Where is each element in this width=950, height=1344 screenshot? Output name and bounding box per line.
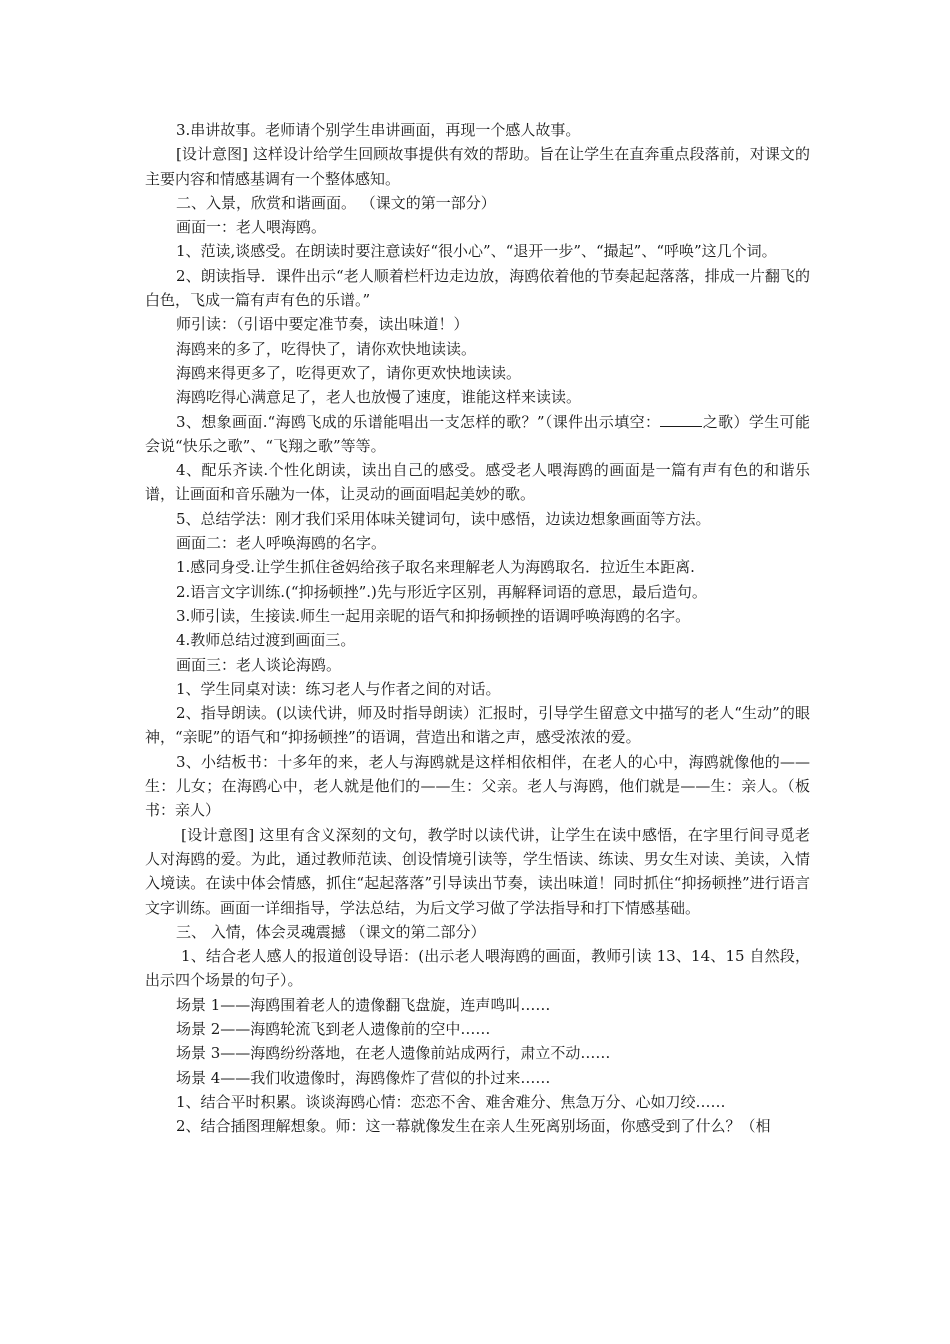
- scene-heading-3: 画面三：老人谈论海鸥。: [176, 655, 342, 674]
- paragraph-music-reading: 4、配乐齐读.个性化朗读，读出自己的感受。感受老人喂海鸥的画面是一篇有声有色的和谐乐谱，让画面和音乐融为一体，让灵动的画面唱起美妙的歌。: [145, 461, 810, 504]
- paragraph-lead-line-1: 海鸥来的多了，吃得快了，请你欢快地读读。: [176, 339, 477, 358]
- paragraph-lead-line-3: 海鸥吃得心满意足了，老人也放慢了速度，谁能这样来读读。: [176, 388, 582, 407]
- section-heading-2: 二、入景，欣赏和谐画面。 （课文的第一部分）: [176, 193, 496, 212]
- scene-heading-1: 画面一：老人喂海鸥。: [176, 218, 327, 237]
- section-heading-3: 三、 入情，体会灵魂震撼 （课文的第二部分）: [176, 922, 486, 941]
- paragraph-guided-reading: 2、指导朗读。(以读代讲，师及时指导朗读）汇报时，引导学生留意文中描写的老人“生动”的眼神，“亲昵”的语气和“抑扬顿挫”的语调，营造出和谐之声，感受浓浓的爱。: [145, 704, 810, 747]
- paragraph-lead-line-2: 海鸥来得更多了，吃得更欢了，请你更欢快地读读。: [176, 363, 522, 382]
- paragraph-scene-2: 场景 2——海鸥轮流飞到老人遗像前的空中……: [176, 1019, 491, 1038]
- paragraph-pair-reading: 1、学生同桌对读：练习老人与作者之间的对话。: [176, 679, 501, 698]
- paragraph-introduction: 1、结合老人感人的报道创设导语：(出示老人喂海鸥的画面，教师引读 13、14、15 自然段，出示四个场景的句子）。: [145, 947, 810, 990]
- paragraph-language-training: 2.语言文字训练.(“抑扬顿挫”.)先与形近字区别，再解释词语的意思，最后造句。: [176, 582, 707, 601]
- paragraph-illustration: 2、结合插图理解想象。师：这一幕就像发生在亲人生死离别场面，你感受到了什么？（相: [176, 1117, 771, 1136]
- paragraph-scene-1: 场景 1——海鸥围着老人的遗像翻飞盘旋，连声鸣叫……: [176, 995, 551, 1014]
- paragraph-reading-guidance: 2、朗读指导．课件出示“老人顺着栏杆边走边放，海鸥依着他的节奏起起落落，排成一片翻飞的白色，飞成一篇有声有色的乐谱。”: [145, 266, 810, 310]
- paragraph-design-intent-2: [设计意图] 这里有含义深刻的文句，教学时以读代讲，让学生在读中感悟，在字里行间寻觅老人对海鸥的爱。为此，通过教师范读、创设情境引读等，学生悟读、练读、男女生对读、美读，入情入境读。在读中体会情感，抓住“起起落落”引导读出节奏，读出味道！同时抓住“抑扬顿挫”进行语言文字训练。画面一详细指导，学法总结，为后文学习做了学法指导和打下情感基础。: [145, 825, 810, 917]
- fill-prompt-before: 3、想象画面.“海鸥飞成的乐谱能唱出一支怎样的歌？”（课件出示填空：: [176, 412, 661, 431]
- paragraph-teacher-lead: 师引读：（引语中要定准节奏，读出味道！）: [176, 315, 469, 334]
- paragraph-imagine-scene: [145, 410, 810, 459]
- paragraph-board-summary: 3、小结板书：十多年的来，老人与海鸥就是这样相依相伴，在老人的心中，海鸥就像他的——生：儿女；在海鸥心中，老人就是他们的——生：父亲。老人与海鸥，他们就是——生：亲人。（板书：亲人）: [145, 752, 810, 820]
- paragraph-method-summary: 5、总结学法：刚才我们采用体味关键词句，读中感悟，边读边想象画面等方法。: [176, 509, 711, 528]
- paragraph-accumulation: 1、结合平时积累。谈谈海鸥心情：恋恋不舍、难舍难分、焦急万分、心如刀绞……: [176, 1092, 726, 1111]
- paragraph-design-intent-1: [设计意图] 这样设计给学生回顾故事提供有效的帮助。旨在让学生在直奔重点段落前，对课文的主要内容和情感基调有一个整体感知。: [145, 145, 810, 188]
- paragraph-scene-3: 场景 3——海鸥纷纷落地，在老人遗像前站成两行，肃立不动……: [176, 1044, 611, 1063]
- fill-prompt-after: 之歌）学生可能会说“快乐之歌”、“飞翔之歌”等等。: [145, 412, 810, 455]
- scene-heading-2: 画面二：老人呼唤海鸥的名字。: [176, 534, 387, 553]
- paragraph-scene-4: 场景 4——我们收遗像时，海鸥像炸了营似的扑过来……: [176, 1068, 551, 1087]
- fill-in-blank: [660, 412, 702, 427]
- paragraph-model-reading: 1、范读,谈感受。在朗读时要注意读好“很小心”、“退开一步”、“撮起”、“呼唤”这几个词。: [176, 242, 777, 261]
- paragraph-story-retell: 3.串讲故事。老师请个别学生串讲画面，再现一个感人故事。: [176, 121, 581, 139]
- paragraph-teacher-student-reading: 3.师引读，生接读.师生一起用亲昵的语气和抑扬顿挫的语调呼唤海鸥的名字。: [176, 606, 691, 625]
- paragraph-transition: 4.教师总结过渡到画面三。: [176, 631, 356, 650]
- document-page: [145, 118, 810, 1138]
- paragraph-empathy: 1.感同身受.让学生抓住爸妈给孩子取名来理解老人为海鸥取名．拉近生本距离.: [176, 558, 695, 577]
